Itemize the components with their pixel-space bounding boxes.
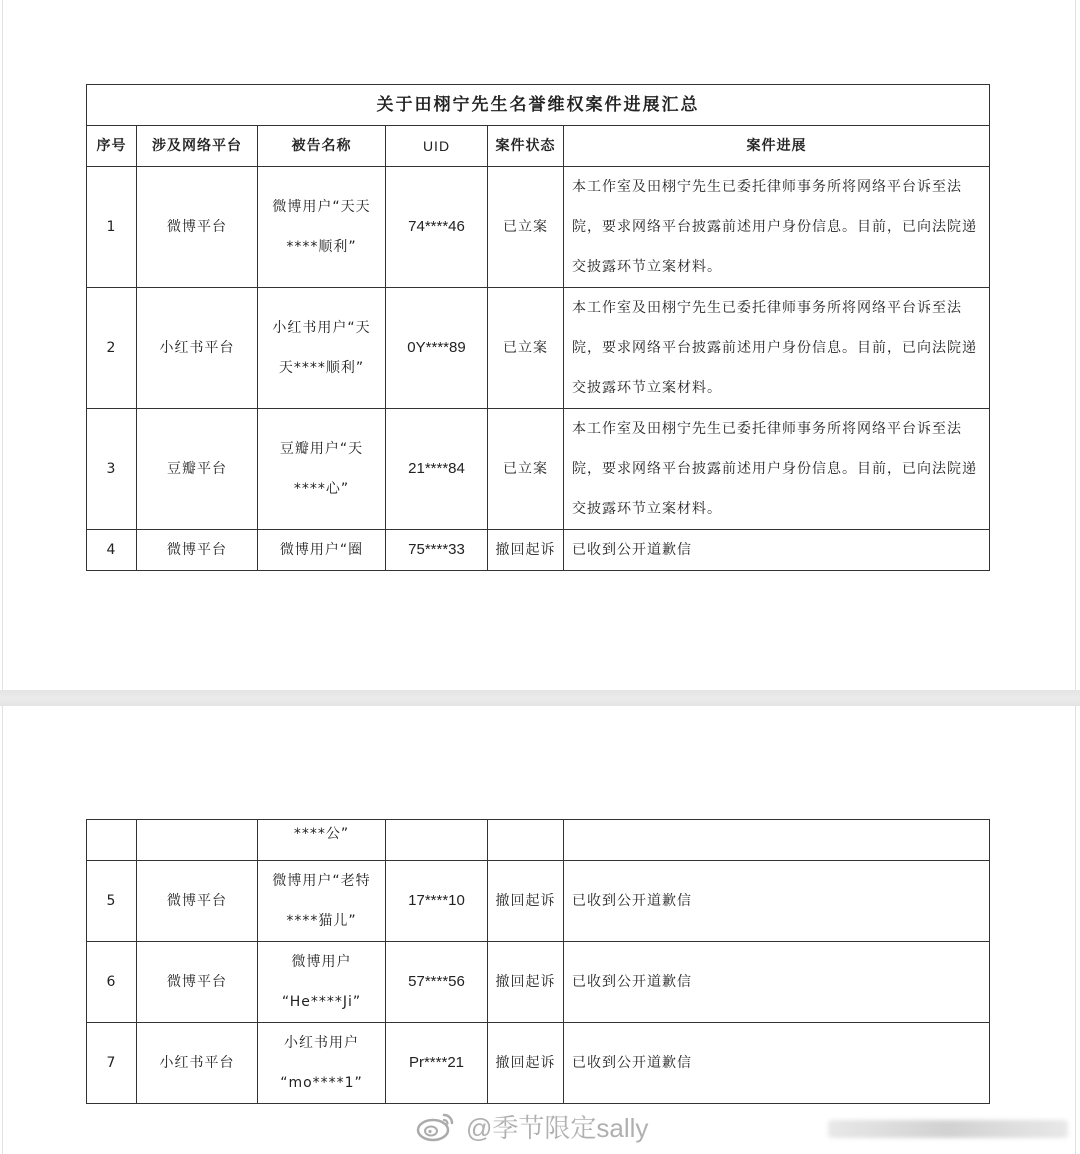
header-defendant: 被告名称 [258, 126, 386, 167]
table-row [87, 861, 990, 942]
document-page-2 [0, 706, 1080, 1154]
watermark-text: @季节限定sally [466, 1112, 649, 1143]
cell-progress [564, 409, 990, 530]
cell-index: 4 [87, 530, 137, 571]
cell-platform: 小红书平台 [137, 288, 258, 409]
defendant-line: 微博用户“天天 [272, 199, 371, 215]
cell-index: 7 [87, 1023, 137, 1104]
case-progress-table [86, 84, 990, 571]
cell-progress [564, 820, 990, 861]
cell-uid [386, 820, 488, 861]
cell-platform: 豆瓣平台 [137, 409, 258, 530]
table-row [87, 167, 990, 288]
cell-defendant [258, 167, 386, 288]
page-edge-left [2, 706, 3, 1154]
cell-index: 5 [87, 861, 137, 942]
table-header-row [87, 126, 990, 167]
cell-platform: 微博平台 [137, 861, 258, 942]
defendant-line: “He****Ji” [281, 994, 362, 1010]
cell-platform [137, 820, 258, 861]
header-progress: 案件进展 [564, 126, 990, 167]
defendant-line: ****顺利” [286, 239, 357, 255]
blurred-region [828, 1120, 1068, 1138]
cell-status: 已立案 [488, 409, 564, 530]
page-separator [0, 690, 1080, 706]
page-edge-right [1075, 706, 1076, 1154]
cell-platform: 微博平台 [137, 942, 258, 1023]
cell-defendant [258, 942, 386, 1023]
table-row [87, 942, 990, 1023]
cell-index: 6 [87, 942, 137, 1023]
cell-status: 已立案 [488, 288, 564, 409]
page-edge-right [1075, 0, 1076, 690]
cell-status: 撤回起诉 [488, 861, 564, 942]
defendant-line: 小红书用户“天 [272, 320, 371, 336]
cell-uid: 74****46 [386, 167, 488, 288]
cell-platform: 微博平台 [137, 530, 258, 571]
cell-progress [564, 288, 990, 409]
cell-platform: 小红书平台 [137, 1023, 258, 1104]
defendant-line: ****心” [293, 481, 350, 497]
cell-index: 1 [87, 167, 137, 288]
cell-defendant [258, 288, 386, 409]
cell-uid: 57****56 [386, 942, 488, 1023]
progress-line: 本工作室及田栩宁先生已委托律师事务所将网络平台诉至法 [572, 179, 962, 195]
cell-index: 2 [87, 288, 137, 409]
cell-progress: 已收到公开道歉信 [564, 861, 990, 942]
cell-uid: Pr****21 [386, 1023, 488, 1104]
cell-progress [564, 167, 990, 288]
cell-defendant: ****公” [258, 820, 386, 861]
cell-progress: 已收到公开道歉信 [564, 1023, 990, 1104]
cell-status: 撤回起诉 [488, 530, 564, 571]
defendant-line: “mo****1” [280, 1075, 363, 1091]
cell-status [488, 820, 564, 861]
defendant-line: ****猫儿” [286, 913, 357, 929]
table-title: 关于田栩宁先生名誉维权案件进展汇总 [87, 85, 990, 126]
cell-defendant [258, 409, 386, 530]
weibo-logo-icon [414, 1109, 458, 1143]
cell-platform: 微博平台 [137, 167, 258, 288]
cell-uid: 21****84 [386, 409, 488, 530]
progress-line: 本工作室及田栩宁先生已委托律师事务所将网络平台诉至法 [572, 421, 962, 437]
progress-line: 交披露环节立案材料。 [572, 380, 722, 396]
cell-uid: 17****10 [386, 861, 488, 942]
table-row [87, 1023, 990, 1104]
progress-line: 院，要求网络平台披露前述用户身份信息。目前，已向法院递 [572, 461, 977, 477]
cell-index [87, 820, 137, 861]
cell-defendant: 微博用户“圈 [258, 530, 386, 571]
cell-progress: 已收到公开道歉信 [564, 942, 990, 1023]
weibo-watermark [414, 1108, 648, 1144]
progress-line: 交披露环节立案材料。 [572, 501, 722, 517]
case-progress-table-continued [86, 819, 990, 1104]
cell-progress: 已收到公开道歉信 [564, 530, 990, 571]
cell-index: 3 [87, 409, 137, 530]
progress-line: 本工作室及田栩宁先生已委托律师事务所将网络平台诉至法 [572, 300, 962, 316]
cell-defendant [258, 1023, 386, 1104]
header-uid: UID [386, 126, 488, 167]
header-index: 序号 [87, 126, 137, 167]
progress-line: 院，要求网络平台披露前述用户身份信息。目前，已向法院递 [572, 219, 977, 235]
defendant-line: 豆瓣用户“天 [279, 441, 364, 457]
header-platform: 涉及网络平台 [137, 126, 258, 167]
page-edge-left [2, 0, 3, 690]
table-row [87, 288, 990, 409]
cell-status: 撤回起诉 [488, 942, 564, 1023]
table-row-continuation [87, 820, 990, 861]
header-status: 案件状态 [488, 126, 564, 167]
cell-defendant [258, 861, 386, 942]
table-row [87, 409, 990, 530]
defendant-line: 小红书用户 [284, 1035, 359, 1051]
table-row [87, 530, 990, 571]
cell-status: 撤回起诉 [488, 1023, 564, 1104]
cell-uid: 0Y****89 [386, 288, 488, 409]
defendant-line: 微博用户 [291, 954, 352, 970]
cell-status: 已立案 [488, 167, 564, 288]
cell-uid: 75****33 [386, 530, 488, 571]
progress-line: 院，要求网络平台披露前述用户身份信息。目前，已向法院递 [572, 340, 977, 356]
progress-line: 交披露环节立案材料。 [572, 259, 722, 275]
defendant-line: 天****顺利” [278, 360, 365, 376]
defendant-line: 微博用户“老特 [272, 873, 371, 889]
